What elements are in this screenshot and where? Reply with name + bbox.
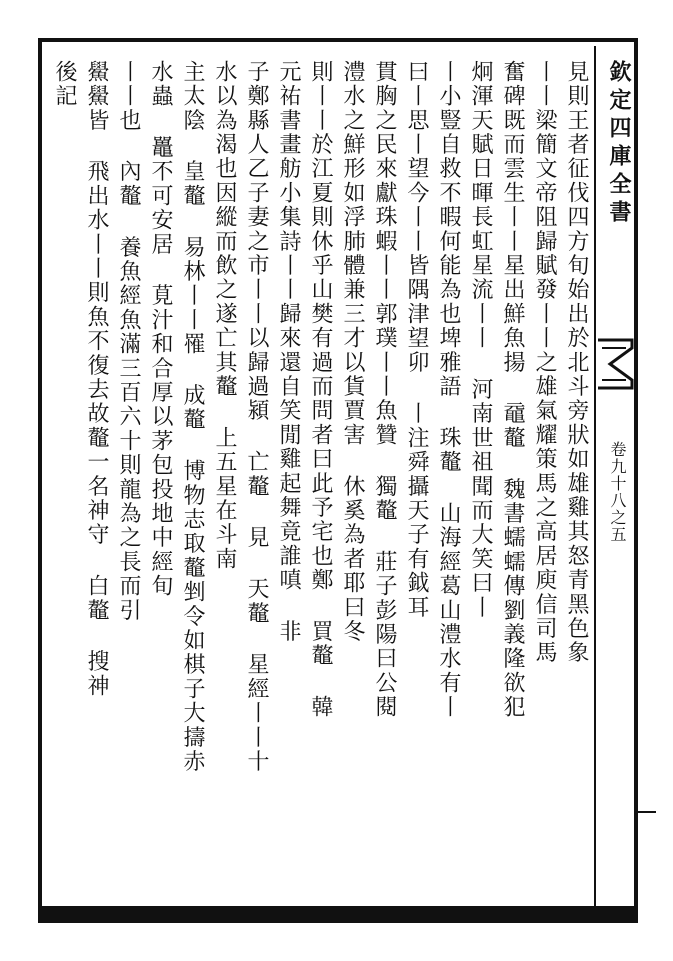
column-text: 元祐書畫舫小集詩丨丨歸來還自笑閒雞起舞竟誰嗔 非	[276, 60, 301, 644]
margin-strip	[594, 46, 634, 915]
column-text: 丨小豎自救不暇何能為也埤雅語 珠鼇 山海經葛山澧水有丨	[436, 60, 461, 720]
column-text: 水以為渴也因縱而飲之遂亡其鼇 上五星在斗南	[212, 60, 237, 572]
column-text: 見則王者征伐四方旬始出於北斗旁狀如雄雞其怒青黑色象	[564, 60, 589, 665]
chapter-label: 卷九十八之五	[608, 441, 627, 543]
column-text: 鱟鱟皆 飛出水丨丨則魚不復去故鼇一名神守 白鼇 搜神	[84, 60, 109, 699]
column-text: 貫胸之民來獻珠蝦丨丨郭璞丨丨魚贊 獨鼇 莊子彭陽曰公閱	[372, 60, 397, 720]
margin-tick	[638, 811, 656, 813]
bottom-border	[38, 906, 638, 923]
column-text: 水蟲 鼉不可安居 莧汁和合厚以茅包投地中經旬	[148, 60, 173, 599]
fish-tail-mark-icon	[596, 336, 634, 392]
column-text: 主太陰 皇鼇 易林丨丨罹 成鼇 博物志取鼇剉令如棋子大擣赤	[180, 60, 205, 774]
column-text: 丨丨梁簡文帝阻歸賦發丨丨之雄氣耀策馬之高居庾信司馬	[532, 60, 557, 665]
column-text: 子鄭縣人乙子妻之市丨丨以歸過潁 亡鼇 見 天鼇 星經丨丨十	[244, 60, 269, 774]
text-column	[45, 60, 83, 905]
column-text: 後記	[52, 60, 77, 109]
column-text: 澧水之鮮形如浮肺體兼三才以貨賈害 休奚為者耶曰冬	[340, 60, 365, 644]
column-text: 曰丨思丨望今丨丨皆隅津望卯 丨注舜攝天子有鉞耳	[404, 60, 429, 620]
column-text: 炯渾天賦日暉長虹星流丨丨 河南世祖聞而大笑曰丨	[468, 60, 493, 620]
column-text: 丨丨也 內鼇 養魚經魚滿三百六十則龍為之長而引	[116, 60, 141, 623]
column-text: 奮碑既而雲生丨丨星出鮮魚揚 黿鼇 魏書蠕蠕傳劉義隆欲犯	[500, 60, 525, 720]
book-title: 欽定四庫全書	[606, 60, 632, 228]
column-text: 則丨丨於江夏則休乎山樊有過而問者曰此予宅也鄭 買鼇 韓	[308, 60, 333, 720]
